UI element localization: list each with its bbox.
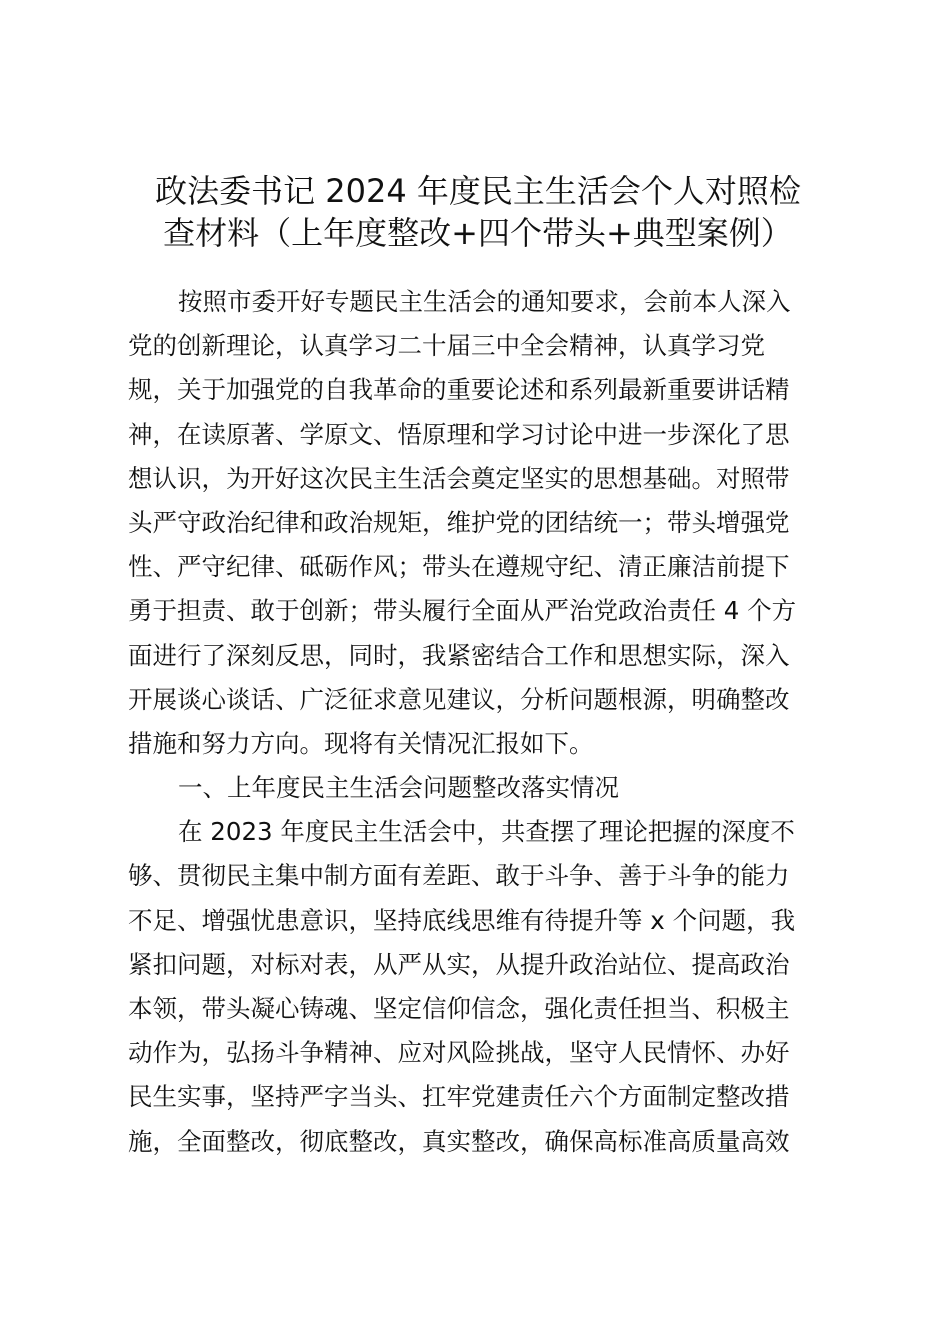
title-line-2: 查材料（上年度整改+四个带头+典型案例）: [163, 214, 793, 252]
body-line: 措施和努力方向。现将有关情况汇报如下。: [128, 728, 594, 758]
body-line: 性、严守纪律、砥砺作风；带头在遵规守纪、清正廉洁前提下: [128, 552, 790, 582]
body-line: 头严守政治纪律和政治规矩，维护党的团结统一；带头增强党: [128, 507, 790, 537]
body-line: 按照市委开好专题民主生活会的通知要求，会前本人深入: [178, 287, 791, 316]
body-line: 不足、增强忧患意识，坚持底线思维有待提升等 x 个问题，我: [128, 905, 796, 935]
body-line: 神，在读原著、学原文、悟原理和学习讨论中进一步深化了思: [128, 419, 790, 449]
body-line: 规，关于加强党的自我革命的重要论述和系列最新重要讲话精: [128, 375, 790, 405]
document-body: [128, 280, 828, 1164]
body-line: 想认识，为开好这次民主生活会奠定坚实的思想基础。对照带: [128, 463, 790, 493]
body-line: 在 2023 年度民主生活会中，共查摆了理论把握的深度不: [178, 817, 795, 847]
body-line: 面进行了深刻反思，同时，我紧密结合工作和思想实际，深入: [128, 640, 790, 670]
title-line-1: 政法委书记 2024 年度民主生活会个人对照检: [155, 172, 801, 210]
body-line: 施，全面整改，彻底整改，真实整改，确保高标准高质量高效: [128, 1126, 790, 1156]
section-heading: 一、上年度民主生活会问题整改落实情况: [178, 773, 619, 803]
document-title: [118, 170, 838, 254]
body-line: 民生实事，坚持严字当头、扛牢党建责任六个方面制定整改措: [128, 1082, 790, 1112]
body-line: 开展谈心谈话、广泛征求意见建议，分析问题根源，明确整改: [128, 684, 790, 714]
body-line: 勇于担责、敢于创新；带头履行全面从严治党政治责任 4 个方: [128, 596, 797, 626]
body-line: 动作为，弘扬斗争精神、应对风险挑战，坚守人民情怀、办好: [128, 1038, 790, 1068]
body-line: 本领，带头凝心铸魂、坚定信仰信念，强化责任担当、积极主: [128, 994, 790, 1023]
body-line: 党的创新理论，认真学习二十届三中全会精神，认真学习党: [128, 331, 765, 361]
body-line: 够、贯彻民主集中制方面有差距、敢于斗争、善于斗争的能力: [128, 861, 790, 891]
body-line: 紧扣问题，对标对表，从严从实，从提升政治站位、提高政治: [128, 949, 790, 979]
